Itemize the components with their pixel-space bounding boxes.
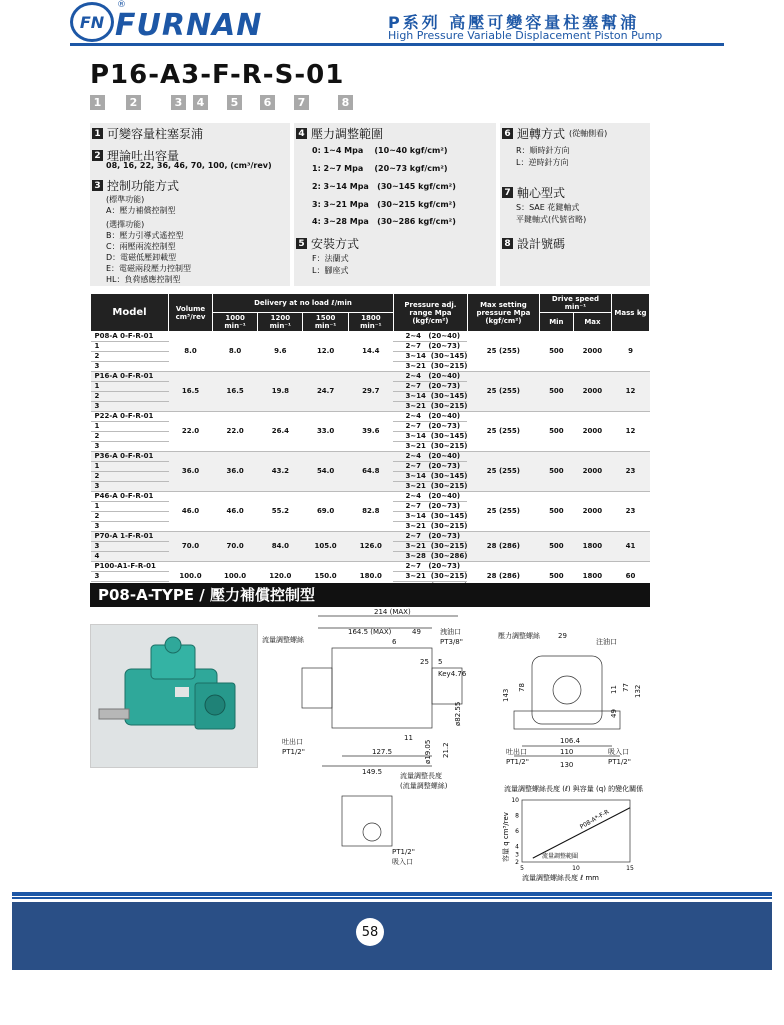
- table-cell: 39.6: [348, 412, 393, 452]
- table-cell: P08-A 0-F-R-01: [91, 332, 169, 342]
- code-position-row: [90, 95, 370, 111]
- y-tick-label: 8: [515, 812, 519, 820]
- table-cell: 3: [91, 402, 169, 412]
- col-pressure: Pressure adj. range Mpa (kgf/cm²): [393, 294, 467, 332]
- table-cell: 2: [91, 352, 169, 362]
- drain-pt-label: PT3/8": [440, 638, 463, 646]
- table-cell: 2: [91, 432, 169, 442]
- table-cell: P36-A 0-F-R-01: [91, 452, 169, 462]
- table-cell: 82.8: [348, 492, 393, 532]
- dim-label: 132: [634, 684, 642, 698]
- chart-xlabel: 流量調整螺絲長度 ℓ mm: [522, 874, 599, 882]
- section-number: 7: [502, 187, 513, 198]
- inlet2-pt-label: PT1/2": [608, 758, 631, 766]
- table-row: [91, 452, 650, 462]
- table-cell: 23: [612, 452, 650, 492]
- col-1500: 1500 min⁻¹: [303, 313, 348, 332]
- table-cell: 3: [91, 362, 169, 372]
- side-view-body: [332, 648, 432, 728]
- mount-line: F：法蘭式: [312, 254, 349, 263]
- table-cell: 41: [612, 532, 650, 562]
- table-cell: 180.0: [348, 562, 393, 592]
- flow-screw-label: 流量調整螺絲: [262, 636, 304, 644]
- table-cell: 1: [91, 422, 169, 432]
- table-cell: 25 (255): [467, 452, 539, 492]
- brand-logo-icon: FN: [70, 2, 114, 42]
- table-cell: 2~7 (20~73): [393, 382, 467, 392]
- dim-label: 49: [412, 628, 421, 636]
- x-tick-label: 10: [572, 865, 580, 872]
- table-cell: 36.0: [213, 452, 258, 492]
- type-band: P08-A-TYPE / 壓力補償控制型: [90, 583, 650, 607]
- table-cell: P16-A 0-F-R-01: [91, 372, 169, 382]
- series-label: P08-A*-F-R: [578, 808, 611, 831]
- footer-rule: [12, 892, 772, 896]
- dim-label: 6: [392, 638, 397, 646]
- control-line: (選擇功能): [106, 220, 145, 229]
- section-title: 壓力調整範圍: [311, 127, 384, 141]
- table-cell: 2000: [573, 372, 611, 412]
- table-cell: 500: [539, 412, 573, 452]
- table-cell: 8.0: [213, 332, 258, 372]
- table-cell: 22.0: [169, 412, 213, 452]
- table-cell: 12: [612, 412, 650, 452]
- control-line: C：兩壓兩流控制型: [106, 242, 176, 251]
- pressure-screw-label: 壓力調整螺絲: [498, 632, 540, 640]
- table-cell: 3: [91, 542, 169, 552]
- table-cell: 2: [91, 472, 169, 482]
- table-cell: 1800: [573, 562, 611, 592]
- dim-label: ø19.05: [424, 739, 432, 764]
- table-cell: 3~14 (30~145): [393, 352, 467, 362]
- control-line: (標準功能): [106, 195, 145, 204]
- table-cell: 500: [539, 452, 573, 492]
- col-delivery: Delivery at no load ℓ/min: [213, 294, 394, 313]
- section-3: [92, 177, 179, 194]
- inlet-pt-label: PT1/2": [392, 848, 415, 856]
- flow-capacity-chart: [498, 784, 648, 884]
- table-cell: 1: [91, 382, 169, 392]
- table-cell: 69.0: [303, 492, 348, 532]
- table-cell: 2000: [573, 452, 611, 492]
- flow-screw2-label: (流量調整螺絲): [400, 782, 448, 790]
- code-position: 8: [338, 95, 353, 110]
- y-tick-label: 10: [511, 797, 519, 804]
- inlet-label: 吸入口: [392, 858, 413, 866]
- section-title: 安裝方式: [311, 237, 360, 251]
- table-cell: 26.4: [258, 412, 303, 452]
- table-cell: 3~28 (30~286): [393, 552, 467, 562]
- section-7: [502, 184, 565, 201]
- table-cell: 2: [91, 392, 169, 402]
- section-1: [92, 125, 203, 142]
- detail-port: [363, 823, 381, 841]
- chart-title: 流量調整螺絲長度 (ℓ) 與容量 (q) 的變化關係: [504, 785, 644, 793]
- section-number: 5: [296, 238, 307, 249]
- table-cell: 12.0: [303, 332, 348, 372]
- footer-rule-thin: [12, 897, 772, 899]
- table-cell: 500: [539, 492, 573, 532]
- fill-port-label: 注油口: [596, 638, 617, 646]
- control-line: HL：負荷感應控制型: [106, 275, 181, 284]
- table-cell: 29.7: [348, 372, 393, 412]
- shaft-line: 平鍵軸式(代號省略): [516, 215, 587, 224]
- chart-band-label: 流量調整範圍: [542, 853, 579, 860]
- table-cell: 100.0: [213, 562, 258, 592]
- section-number: 6: [502, 128, 513, 139]
- key-label: Key4.76: [438, 670, 467, 678]
- front-view-base: [514, 711, 620, 729]
- table-cell: 3~14 (30~145): [393, 512, 467, 522]
- page-number: 58: [356, 918, 384, 946]
- col-model: Model: [91, 294, 169, 332]
- rotation-line: R：順時針方向: [516, 146, 570, 155]
- dim-label: 11: [404, 734, 413, 742]
- code-position: 5: [227, 95, 242, 110]
- table-cell: 60: [612, 562, 650, 592]
- table-cell: 2000: [573, 492, 611, 532]
- table-cell: 2~4 (20~40): [393, 372, 467, 382]
- front-view-body: [532, 656, 602, 724]
- table-cell: 70.0: [213, 532, 258, 562]
- table-cell: 16.5: [213, 372, 258, 412]
- pressure-range-line: 4: 3~28 Mpa (30~286 kgf/cm²): [312, 217, 456, 226]
- table-cell: 22.0: [213, 412, 258, 452]
- section-title: 理論吐出容量: [107, 149, 180, 163]
- rotation-line: L：逆時針方向: [516, 158, 569, 167]
- table-cell: 25 (255): [467, 492, 539, 532]
- col-1200: 1200 min⁻¹: [258, 313, 303, 332]
- dim-label: 29: [558, 632, 567, 640]
- table-cell: 2~7 (20~73): [393, 502, 467, 512]
- side-view-flange: [302, 668, 332, 708]
- dim-label: 214 (MAX): [374, 608, 411, 616]
- table-cell: 2~4 (20~40): [393, 452, 467, 462]
- table-cell: 2~4 (20~40): [393, 492, 467, 502]
- section-title: 軸心型式: [517, 186, 566, 200]
- table-cell: 500: [539, 562, 573, 592]
- capacity-list: 08, 16, 22, 36, 46, 70, 100, (cm³/rev): [106, 161, 272, 170]
- section-8: [502, 235, 565, 252]
- col-mass: Mass kg: [612, 294, 650, 332]
- table-cell: 3: [91, 572, 169, 582]
- table-cell: 19.8: [258, 372, 303, 412]
- dim-label: 127.5: [372, 748, 393, 756]
- dim-label: 149.5: [362, 768, 383, 776]
- table-cell: 64.8: [348, 452, 393, 492]
- code-position: 1: [90, 95, 105, 110]
- table-cell: 2~4 (20~40): [393, 412, 467, 422]
- table-cell: 2~7 (20~73): [393, 562, 467, 572]
- table-cell: 8.0: [169, 332, 213, 372]
- section-number: 4: [296, 128, 307, 139]
- table-cell: 12: [612, 372, 650, 412]
- col-volume: Volume cm³/rev: [169, 294, 213, 332]
- table-cell: 120.0: [258, 562, 303, 592]
- table-cell: 46.0: [169, 492, 213, 532]
- section-4: [296, 125, 383, 142]
- table-cell: 3: [91, 482, 169, 492]
- outlet2-label: 吐出口: [506, 748, 527, 756]
- section-title: 設計號碼: [517, 237, 566, 251]
- outlet-pt-label: PT1/2": [282, 748, 305, 756]
- table-cell: 36.0: [169, 452, 213, 492]
- control-line: B：壓力引導式遙控型: [106, 231, 184, 240]
- table-cell: 2000: [573, 412, 611, 452]
- dim-label: ø82.55: [454, 701, 462, 726]
- table-row: [91, 562, 650, 572]
- control-line: E：電磁兩段壓力控制型: [106, 264, 192, 273]
- code-position: 7: [294, 95, 309, 110]
- table-cell: 54.0: [303, 452, 348, 492]
- series-title-en: High Pressure Variable Displacement Piston Pump: [388, 29, 663, 42]
- x-tick-label: 5: [520, 865, 524, 872]
- table-cell: 3~14 (30~145): [393, 392, 467, 402]
- section-title: 可變容量柱塞泵浦: [107, 127, 204, 141]
- dim-label: 110: [560, 748, 574, 756]
- table-cell: 500: [539, 332, 573, 372]
- dim-label: 77: [622, 683, 630, 692]
- table-cell: 3~14 (30~145): [393, 432, 467, 442]
- footer-band: [12, 902, 772, 970]
- table-cell: 2~7 (20~73): [393, 422, 467, 432]
- table-row: [91, 412, 650, 422]
- y-tick-label: 3: [515, 851, 519, 859]
- y-tick-label: 6: [515, 828, 519, 835]
- col-max-setting: Max setting pressure Mpa (kgf/cm²): [467, 294, 539, 332]
- table-row: [91, 532, 650, 542]
- series-title-zh: P系列 高壓可變容量柱塞幫浦: [388, 13, 640, 32]
- table-cell: 23: [612, 492, 650, 532]
- table-cell: 2~7 (20~73): [393, 532, 467, 542]
- table-cell: 33.0: [303, 412, 348, 452]
- table-cell: 1800: [573, 532, 611, 562]
- table-cell: 3: [91, 442, 169, 452]
- section-6: [502, 125, 607, 142]
- drain-label: 洩油口: [440, 628, 461, 636]
- inlet2-label: 吸入口: [608, 748, 629, 756]
- table-cell: 25 (255): [467, 372, 539, 412]
- dim-label: 11: [610, 685, 618, 694]
- table-row: [91, 332, 650, 342]
- pressure-range-line: 1: 2~7 Mpa (20~73 kgf/cm²): [312, 164, 448, 173]
- table-cell: 1: [91, 462, 169, 472]
- table-cell: 84.0: [258, 532, 303, 562]
- table-cell: 2: [91, 512, 169, 522]
- table-cell: 25 (255): [467, 412, 539, 452]
- table-cell: 46.0: [213, 492, 258, 532]
- col-max: Max: [573, 313, 611, 332]
- spec-table: [90, 293, 650, 592]
- section-number: 1: [92, 128, 103, 139]
- dim-label: 164.5 (MAX): [348, 628, 392, 636]
- table-cell: 14.4: [348, 332, 393, 372]
- table-cell: 3~21 (30~215): [393, 542, 467, 552]
- section-subtitle: (從軸側看): [569, 129, 608, 138]
- table-cell: 28 (286): [467, 562, 539, 592]
- code-position: 2: [126, 95, 141, 110]
- table-cell: 3~14 (30~145): [393, 472, 467, 482]
- code-position: 3: [171, 95, 186, 110]
- pump-illustration: [91, 625, 257, 767]
- control-line: D：電磁低壓卸載型: [106, 253, 177, 262]
- y-tick-label: 4: [515, 843, 519, 851]
- table-cell: 9.6: [258, 332, 303, 372]
- pressure-range-line: 3: 3~21 Mpa (30~215 kgf/cm²): [312, 200, 456, 209]
- col-drive: Drive speed min⁻¹: [539, 294, 611, 313]
- table-cell: 500: [539, 372, 573, 412]
- table-cell: 25 (255): [467, 332, 539, 372]
- y-tick-label: 2: [515, 859, 519, 866]
- code-position: 4: [193, 95, 208, 110]
- table-cell: P22-A 0-F-R-01: [91, 412, 169, 422]
- table-row: [91, 372, 650, 382]
- table-cell: 16.5: [169, 372, 213, 412]
- table-cell: 3~21 (30~215): [393, 572, 467, 582]
- table-cell: 105.0: [303, 532, 348, 562]
- section-title: 迴轉方式: [517, 127, 566, 141]
- section-title: 控制功能方式: [107, 179, 180, 193]
- dim-label: 130: [560, 761, 574, 769]
- pressure-range-line: 2: 3~14 Mpa (30~145 kgf/cm²): [312, 182, 456, 191]
- table-cell: 2~7 (20~73): [393, 462, 467, 472]
- detail-view: [342, 796, 392, 846]
- control-line: A：壓力補償控制型: [106, 206, 176, 215]
- table-cell: 126.0: [348, 532, 393, 562]
- table-cell: 2000: [573, 332, 611, 372]
- table-cell: P46-A 0-F-R-01: [91, 492, 169, 502]
- table-cell: P100-A1-F-R-01: [91, 562, 169, 572]
- table-cell: 2~4 (20~40): [393, 332, 467, 342]
- header-rule: [70, 43, 724, 46]
- table-cell: 28 (286): [467, 532, 539, 562]
- table-cell: 24.7: [303, 372, 348, 412]
- section-number: 3: [92, 180, 103, 191]
- shaft-line: S：SAE 花鍵軸式: [516, 203, 580, 212]
- outlet-label: 吐出口: [282, 738, 303, 746]
- brand-name: FURNAN: [115, 8, 263, 43]
- dim-label: 25: [420, 658, 429, 666]
- section-5: [296, 235, 359, 252]
- chart-ylabel: 容量 q cm³/rev: [502, 812, 510, 862]
- table-cell: 70.0: [169, 532, 213, 562]
- table-cell: 100.0: [169, 562, 213, 592]
- table-cell: 4: [91, 552, 169, 562]
- registered-mark: ®: [117, 0, 126, 10]
- table-cell: 3~21 (30~215): [393, 522, 467, 532]
- dim-label: 106.4: [560, 737, 581, 745]
- section-number: 8: [502, 238, 513, 249]
- col-1800: 1800 min⁻¹: [348, 313, 393, 332]
- dim-label: 78: [518, 683, 526, 692]
- pressure-range-line: 0: 1~4 Mpa (10~40 kgf/cm²): [312, 146, 448, 155]
- dim-label: 21.2: [442, 742, 450, 758]
- dim-label: 5: [438, 658, 443, 666]
- table-cell: 3~21 (30~215): [393, 482, 467, 492]
- table-cell: 1: [91, 502, 169, 512]
- table-cell: 3~21 (30~215): [393, 442, 467, 452]
- table-cell: 43.2: [258, 452, 303, 492]
- table-cell: 2~7 (20~73): [393, 342, 467, 352]
- outlet2-pt-label: PT1/2": [506, 758, 529, 766]
- dim-label: 143: [502, 688, 510, 702]
- table-cell: 150.0: [303, 562, 348, 592]
- front-view-bore: [553, 676, 581, 704]
- table-cell: 1: [91, 342, 169, 352]
- col-1000: 1000 min⁻¹: [213, 313, 258, 332]
- table-cell: 500: [539, 532, 573, 562]
- pump-photo: [90, 624, 258, 768]
- flow-length-label: 流量調整長度: [400, 772, 442, 780]
- table-cell: 55.2: [258, 492, 303, 532]
- table-cell: 9: [612, 332, 650, 372]
- x-tick-label: 15: [626, 865, 634, 872]
- code-position: 6: [260, 95, 275, 110]
- table-row: [91, 492, 650, 502]
- model-code: P16-A3-F-R-S-01: [90, 60, 345, 90]
- section-number: 2: [92, 150, 103, 161]
- table-cell: 3~21 (30~215): [393, 402, 467, 412]
- series-line: [533, 808, 630, 858]
- mount-line: L：腳座式: [312, 266, 349, 275]
- table-cell: 3~21 (30~215): [393, 362, 467, 372]
- col-min: Min: [539, 313, 573, 332]
- table-cell: P70-A 1-F-R-01: [91, 532, 169, 542]
- table-cell: 3: [91, 522, 169, 532]
- dim-label: 49: [610, 709, 618, 718]
